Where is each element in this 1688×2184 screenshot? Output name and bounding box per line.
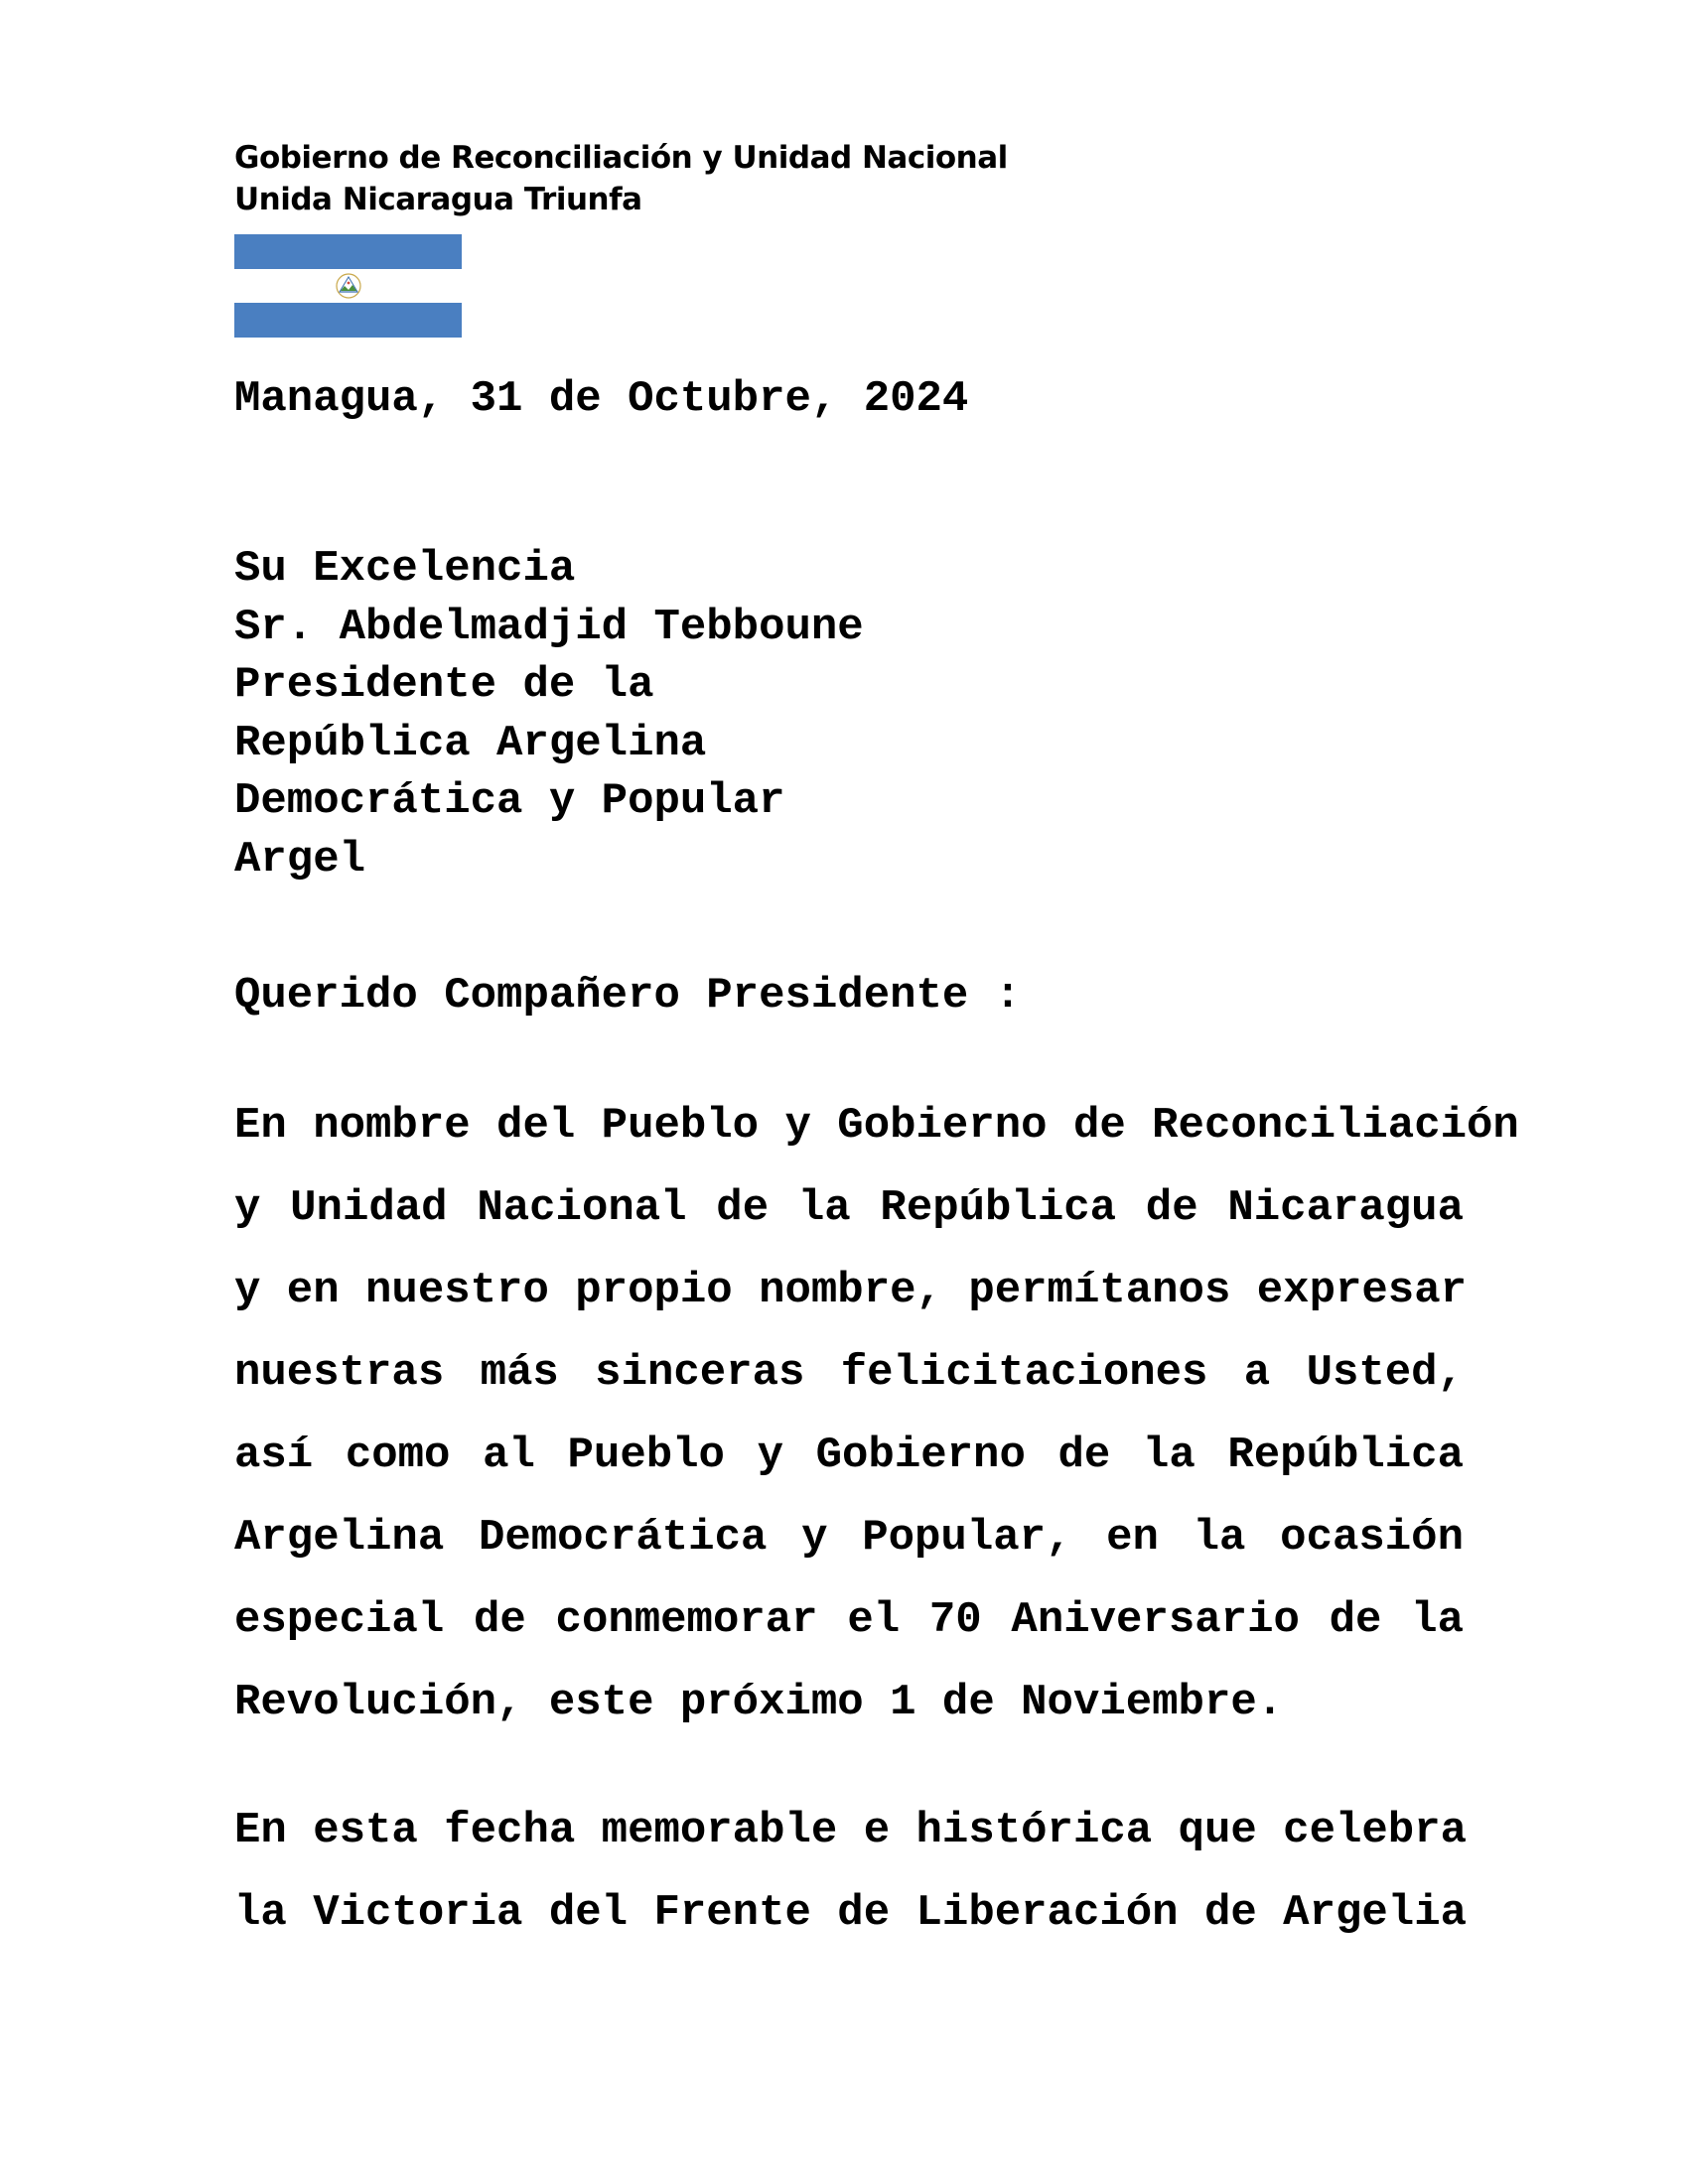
recipient-line: Democrática y Popular (234, 776, 785, 826)
salutation: Querido Compañero Presidente : (234, 971, 1022, 1021)
nicaragua-flag (234, 234, 462, 338)
recipient-line: Argel (234, 834, 366, 885)
body-line: En esta fecha memorable e histórica que celebra (234, 1806, 1468, 1855)
recipient-line: Presidente de la (234, 660, 654, 710)
body-line: y en nuestro propio nombre, permítanos expresar (234, 1266, 1468, 1315)
body-line: así como al Pueblo y Gobierno de la República (234, 1431, 1464, 1480)
body-line: la Victoria del Frente de Liberación de Argelia (234, 1888, 1468, 1938)
letterhead-slogan: Unida Nicaragua Triunfa (234, 182, 642, 217)
recipient-line: Sr. Abdelmadjid Tebboune (234, 602, 864, 652)
recipient-address (234, 540, 864, 888)
body-line: nuestras más sinceras felicitaciones a Usted, (234, 1348, 1464, 1398)
letterhead-government-name: Gobierno de Reconciliación y Unidad Nacional (234, 140, 1008, 176)
letter-date: Managua, 31 de Octubre, 2024 (234, 374, 969, 424)
body-line: especial de conmemorar el 70 Aniversario de la (234, 1595, 1464, 1645)
body-line: Revolución, este próximo 1 de Noviembre. (234, 1678, 1284, 1727)
flag-middle-stripe (234, 269, 462, 304)
body-paragraph-2 (234, 1790, 1468, 1955)
body-line: Argelina Democrática y Popular, en la ocasión (234, 1513, 1464, 1563)
nicaragua-coat-of-arms-icon (329, 271, 368, 301)
body-paragraph-1 (234, 1085, 1519, 1744)
flag-bottom-stripe (234, 303, 462, 338)
body-line: En nombre del Pueblo y Gobierno de Reconciliación (234, 1101, 1519, 1151)
body-line: y Unidad Nacional de la República de Nicaragua (234, 1183, 1464, 1233)
letterhead (234, 137, 1008, 220)
recipient-line: República Argelina (234, 718, 707, 768)
recipient-line: Su Excelencia (234, 544, 576, 594)
flag-top-stripe (234, 234, 462, 269)
